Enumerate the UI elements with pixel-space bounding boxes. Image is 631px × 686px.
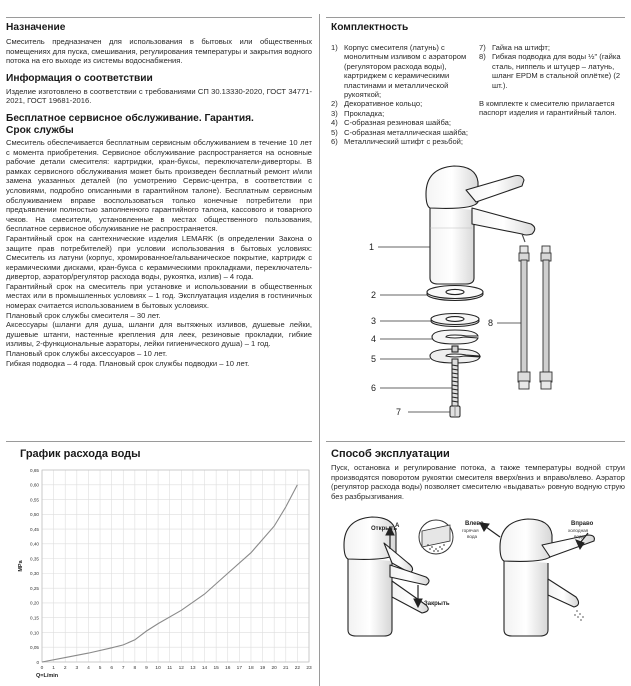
list-item: 6) Металлический штифт с резьбой;	[331, 137, 464, 147]
list-item: 2) Декоративное кольцо;	[331, 99, 423, 109]
arrow-a-label: A	[395, 523, 400, 529]
chart-y-tick-label: 0,20	[30, 600, 39, 606]
purpose-title: Назначение	[6, 22, 66, 33]
chart-x-tick-label: 16	[225, 666, 231, 671]
section-rule	[6, 441, 312, 442]
chart-x-tick-label: 15	[213, 666, 219, 671]
left-label: Влево	[465, 521, 484, 527]
list-item: 7) Гайка на штифт;	[479, 43, 550, 52]
section-rule	[6, 17, 312, 18]
nut-icon	[450, 406, 460, 417]
list-item: 3) Прокладка;	[331, 108, 385, 118]
part-number: 6	[371, 383, 377, 393]
warranty-paragraph: Гибкая подводка – 4 года. Плановый срок службы подводки – 10 лет.	[6, 358, 250, 368]
chart-y-tick-label: 0,45	[30, 526, 39, 532]
chart-y-tick-label: 0,60	[30, 482, 39, 488]
chart-x-tick-label: 12	[178, 666, 184, 671]
chart-x-tick-label: 10	[155, 666, 161, 671]
chart-y-label: MPa	[18, 560, 24, 572]
chart-x-label: Q=L/min	[36, 673, 59, 679]
column-divider	[319, 14, 320, 686]
chart-x-tick-label: 13	[190, 666, 196, 671]
part-number: 2	[371, 290, 377, 300]
rubber-washer-icon	[432, 330, 478, 344]
chart-x-tick-label: 21	[283, 666, 289, 671]
part-number: 7	[396, 407, 402, 417]
chart-x-tick-label: 18	[248, 666, 254, 671]
chart-y-tick-label: 0,40	[30, 541, 39, 547]
chart-y-tick-label: 0,30	[30, 571, 39, 577]
chart-x-tick-label: 19	[259, 666, 266, 671]
chart-x-tick-label: 7	[121, 666, 125, 671]
warranty-title-line1: Бесплатное сервисное обслуживание. Гарантия.	[6, 112, 254, 124]
warranty-paragraph: Смеситель обеспечивается бесплатным сервисным обслуживанием в течение 10 лет с момента приобретения. Сервисное обслуживание распространяется на основные рабочие детали смесителя: картриджи, кран-буксы, переключатели-диверторы. В рамках сервисного обслуживания может быть произведен бесплатный ремонт и/или замена указанных деталей (по усмотрению Сервис-центра, в соответствии с условиями, подробно описанными в гарантийном талоне). Бесплатным сервисным обслуживанием вправе воспользоваться только конечные потребители при предъявлении полностью заполненного гарантийного талона, кассового и товарного чеков. На смесители, установленные в местах общественного пользования, бесплатное сервисное обслуживание не распространяется.	[6, 137, 312, 234]
chart-x-tick-label: 22	[294, 666, 301, 671]
chart-x-tick-label: 11	[167, 666, 173, 671]
gasket-icon	[431, 314, 479, 327]
right-sub-label: вода	[574, 534, 585, 539]
conformity-title: Информация о соответствии	[6, 72, 153, 84]
chart-x-ticks	[41, 665, 312, 671]
ops-title: Способ эксплуатации	[331, 448, 450, 460]
ops-text: Пуск, остановка и регулирование потока, а также температуры водной струи производятся поворотом рукоятки смесителя вверх/вниз и вправо/влево. Аэратор (регулятор расхода воды) позволяет смесителю «выдавать» ровную водную струю без разбрызгивания.	[331, 463, 625, 501]
chart-x-tick-label: 23	[306, 666, 312, 671]
chart-x-tick-label: 1	[52, 666, 55, 671]
left-column	[6, 22, 312, 368]
flexible-hoses-icon	[518, 246, 552, 389]
section-rule	[326, 441, 625, 442]
set-title: Комплектность	[331, 22, 409, 33]
decorative-ring-icon	[427, 286, 483, 301]
warranty-paragraph: Гарантийный срок на смеситель при установке и использовании в общественных местах или в промышленных условиях – 1 год. Эксплуатация изделия в гостиничных номерах считается использованием в бытовых условиях.	[6, 281, 312, 311]
set-list-col1	[331, 43, 476, 146]
part-number: 4	[371, 334, 377, 344]
left-sub-label: горячая	[462, 528, 479, 533]
chart-y-tick-label: 0,50	[30, 512, 39, 518]
chart-x-tick-label: 8	[133, 666, 137, 671]
parts-diagram	[326, 150, 626, 435]
list-item: 5) С-образная металлическая шайба;	[331, 127, 468, 137]
list-item: 8) Гибкая подводка для воды ½" (гайка сталь, ниппель и штуцер – латунь, шланг EPDM в стальной оплётке) (2 шт.).	[479, 52, 621, 90]
warranty-title-line2: Срок службы	[6, 124, 74, 136]
chart-y-ticks	[30, 468, 39, 665]
close-label: Закрыть	[424, 601, 450, 607]
part-number: 8	[488, 318, 494, 328]
chart-x-tick-label: 2	[63, 666, 67, 671]
set-list-col2	[479, 43, 625, 118]
chart-x-tick-label: 4	[87, 666, 90, 671]
chart-y-tick-label: 0,55	[30, 497, 39, 503]
warranty-paragraph: Аксессуары (шланги для душа, шланги для вытяжных изливов, душевые лейки, душевые штанги, настенные крепления для леек, резиновые прокладки, гибкие изливы, 2-функциональные аэраторы, лейки гигиенического душа) – 1 год.	[6, 320, 312, 349]
faucet-body-icon	[426, 166, 535, 284]
chart-frame	[42, 470, 309, 662]
water-spray-icon	[574, 610, 584, 621]
threaded-stud-icon	[452, 359, 458, 407]
section-rule	[326, 17, 625, 18]
part-number: 1	[369, 242, 375, 252]
left-sub-label: вода	[467, 534, 478, 539]
chart-y-tick-label: 0,05	[30, 645, 39, 651]
chart-x-tick-label: 17	[236, 666, 243, 671]
chart-x-tick-label: 20	[271, 666, 277, 671]
flow-chart	[8, 462, 314, 682]
list-item: 4) С-образная резиновая шайба;	[331, 118, 451, 128]
open-label: Открыть	[371, 526, 398, 532]
set-note: В комплекте к смесителю прилагается паспорт изделия и гарантийный талон.	[479, 99, 617, 118]
chart-title: График расхода воды	[20, 448, 141, 460]
chart-x-tick-label: 0	[40, 666, 44, 671]
purpose-text: Смеситель предназначен для использования в бытовых или общественных помещениях для пуска, смешивания, регулирования температуры и закрытия водного потока на его выходе из системы водоснабжения.	[6, 37, 312, 66]
aerator-zoom-icon	[419, 520, 453, 554]
chart-x-tick-label: 6	[110, 666, 113, 671]
chart-y-tick-label: 0,35	[30, 556, 39, 562]
chart-x-tick-label: 14	[201, 666, 208, 671]
part-number: 3	[371, 316, 377, 326]
chart-y-tick-label: 0	[36, 659, 39, 665]
set-section	[331, 22, 625, 34]
chart-y-tick-label: 0,10	[30, 630, 39, 636]
right-sub-label: холодная	[568, 528, 589, 533]
chart-x-tick-label: 5	[98, 666, 102, 671]
chart-y-tick-label: 0,15	[30, 615, 39, 621]
list-item: 1) Корпус смесителя (латунь) с монолитным изливом с аэратором (регулятором расхода воды), картриджем с керамическими пластинами и металлической рукояткой;	[331, 43, 467, 100]
warranty-paragraph: Плановый срок службы аксессуаров – 10 лет.	[6, 349, 168, 359]
chart-x-tick-label: 9	[145, 666, 148, 671]
warranty-paragraph: Гарантийный срок на сантехнические изделия LEMARK (в определении Закона о защите прав потребителей) при условии использования в бытовых условиях: Смеситель из латуни (корпус, хромированное/гальваническое покрытие, картридж с керамическими дисками, кран-букса с керамическими прокладками, переключатель-дивертор, аэратор/регулятор расхода воды, рукоятка, излив) – 4 года.	[6, 233, 312, 282]
chart-x-tick-label: 3	[75, 666, 79, 671]
warranty-paragraph: Плановый срок службы смесителя – 30 лет.	[6, 310, 161, 320]
chart-grid	[42, 470, 309, 662]
operation-diagram	[326, 505, 626, 685]
chart-y-tick-label: 0,25	[30, 585, 39, 591]
part-number: 5	[371, 354, 377, 364]
chart-y-tick-label: 0,65	[30, 467, 39, 473]
conformity-text: Изделие изготовлено в соответствии с требованиями СП 30.13330-2020, ГОСТ 34771-2021, ГОСТ 19681-2016.	[6, 86, 312, 106]
right-label: Вправо	[571, 521, 594, 527]
